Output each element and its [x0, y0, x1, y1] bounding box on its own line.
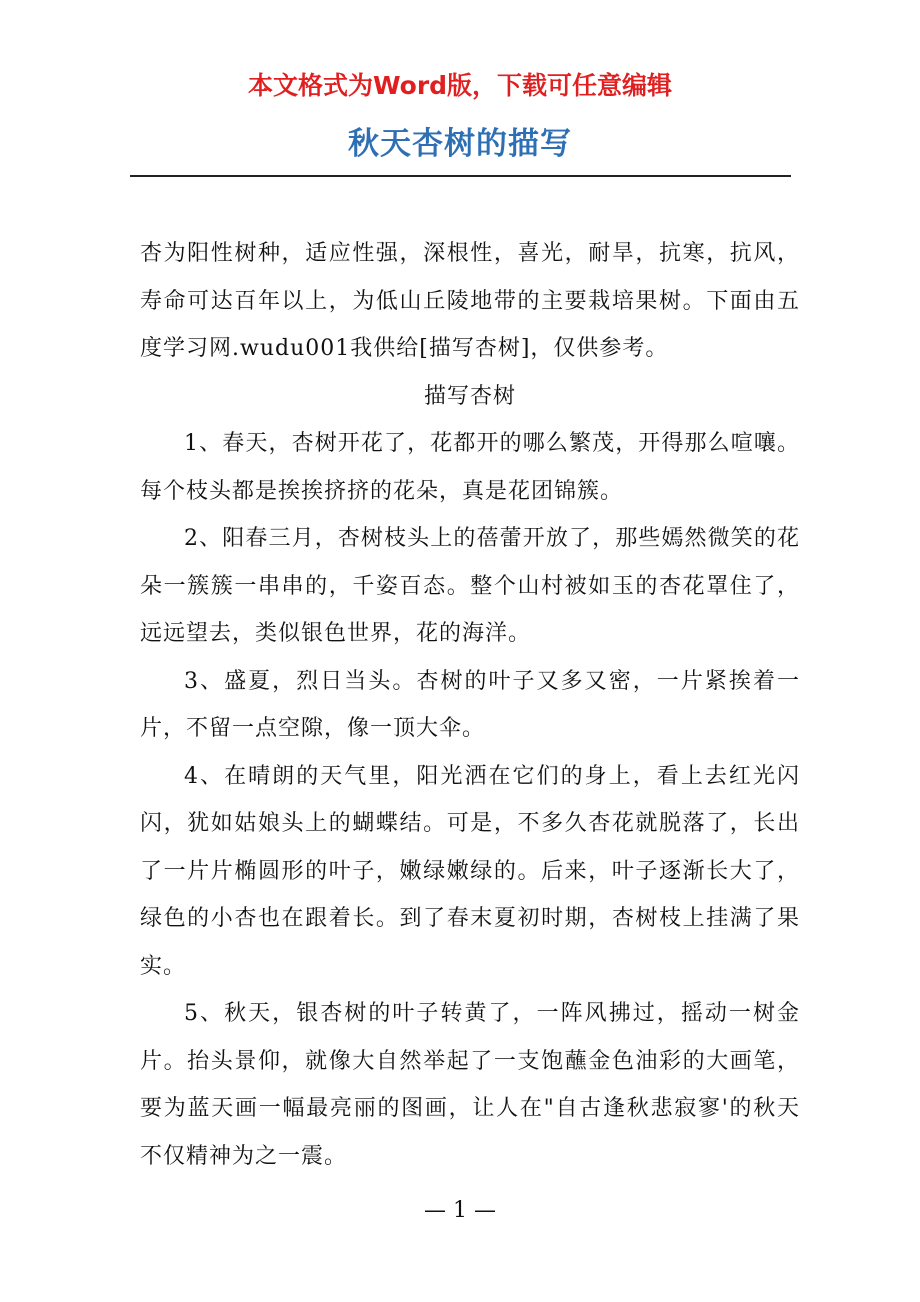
paragraph-3: 3、盛夏，烈日当头。杏树的叶子又多又密，一片紧挨着一片，不留一点空隙，像一顶大伞。 — [140, 668, 800, 741]
document-body — [140, 230, 800, 1180]
paragraph-1: 1、春天，杏树开花了，花都开的哪么繁茂，开得那么喧嚷。每个枝头都是挨挨挤挤的花朵，真是花团锦簇。 — [140, 431, 800, 504]
paragraph-4: 4、在晴朗的天气里，阳光洒在它们的身上，看上去红光闪闪，犹如姑娘头上的蝴蝶结。可是，不多久杏花就脱落了，长出了一片片椭圆形的叶子，嫩绿嫩绿的。后来，叶子逐渐长大了，绿色的小杏也在跟着长。到了春末夏初时期，杏树枝上挂满了果实。 — [140, 763, 800, 979]
paragraph-5: 5、秋天，银杏树的叶子转黄了，一阵风拂过，摇动一树金片。抬头景仰，就像大自然举起了一支饱蘸金色油彩的大画笔，要为蓝天画一幅最亮丽的图画，让人在"自古逢秋悲寂寥'的秋天不仅精神为之一震。 — [140, 1001, 800, 1169]
format-notice-banner: 本文格式为Word版，下载可任意编辑 — [247, 71, 673, 100]
title-divider — [130, 175, 791, 177]
page-number: — 1 — — [424, 1198, 496, 1223]
paragraph-2: 2、阳春三月，杏树枝头上的蓓蕾开放了，那些嫣然微笑的花朵一簇簇一串串的，千姿百态。整个山村被如玉的杏花罩住了，远远望去，类似银色世界，花的海洋。 — [140, 526, 800, 646]
document-title: 秋天杏树的描写 — [348, 126, 572, 162]
section-subheading: 描写杏树 — [423, 383, 516, 409]
intro-paragraph: 杏为阳性树种，适应性强，深根性，喜光，耐旱，抗寒，抗风，寿命可达百年以上，为低山丘陵地带的主要栽培果树。下面由五度学习网.wudu001我供给[描写杏树]，仅供参考。 — [140, 241, 800, 361]
